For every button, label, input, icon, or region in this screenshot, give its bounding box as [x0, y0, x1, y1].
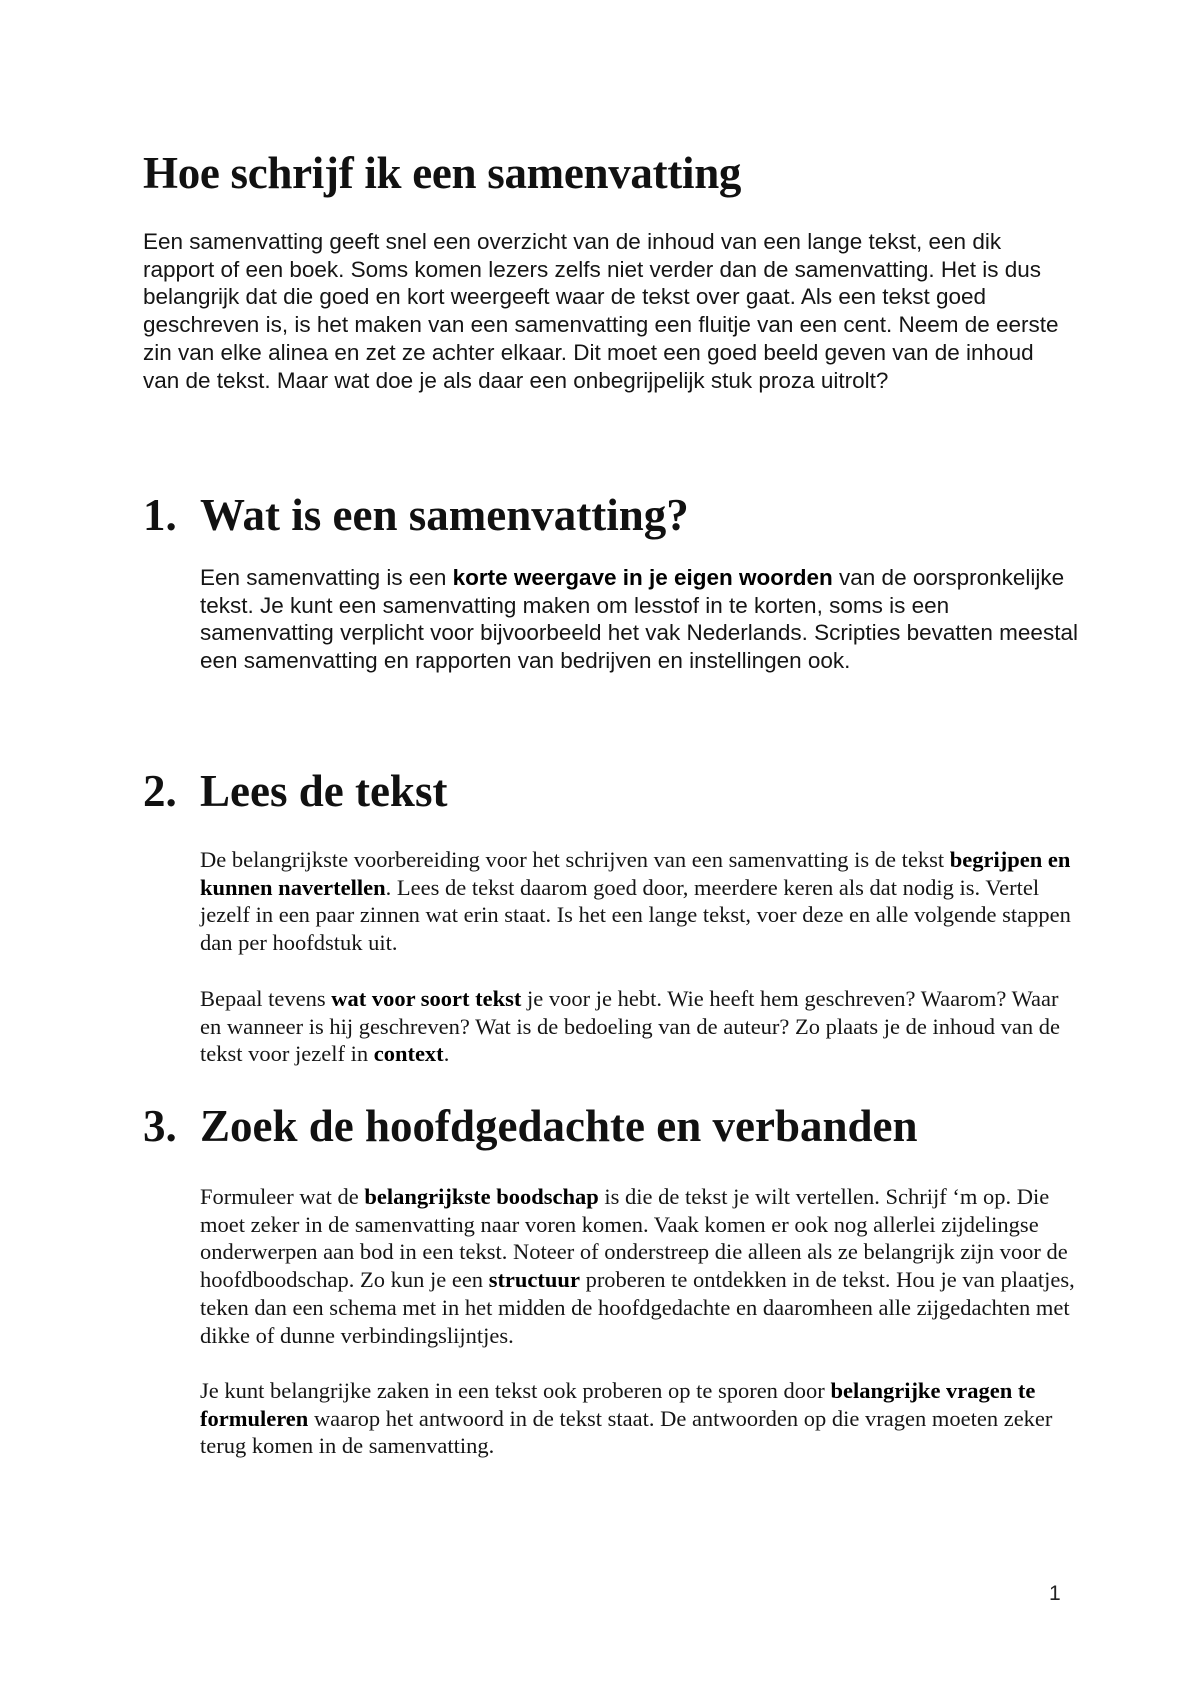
text-run: waarop het antwoord in de tekst staat. De antwoorden op die vragen moeten zeker terug komen in de samenvatting.: [200, 1405, 1053, 1459]
section-2-heading: [143, 764, 447, 818]
section-1-heading: [143, 488, 689, 542]
text-run: je voor je hebt. Wie heeft hem geschreven? Waarom? Waar en wanneer is hij geschreven? Wat is de bedoeling van de auteur? Zo plaats je de inhoud van de tekst voor jezelf in: [200, 986, 1060, 1067]
section-3-heading: [143, 1099, 918, 1153]
text-run: Een samenvatting is een: [200, 565, 453, 590]
page-number: 1: [1049, 1582, 1061, 1605]
section-3-paragraph-1: [200, 1183, 1080, 1349]
section-3-title: Zoek de hoofdgedachte en verbanden: [200, 1101, 918, 1151]
text-run: . Lees de tekst daarom goed door, meerdere keren als dat nodig is. Vertel jezelf in een paar zinnen wat erin staat. Is het een lange tekst, voer deze en alle volgende stappen dan per hoofdstuk uit.: [200, 874, 1071, 956]
section-1-number: 1.: [143, 490, 177, 540]
section-1-title: Wat is een samenvatting?: [200, 490, 689, 540]
section-2-paragraph-2: [200, 985, 1080, 1068]
section-2-number: 2.: [143, 766, 177, 816]
text-run: De belangrijkste voorbereiding voor het schrijven van een samenvatting is de tekst: [200, 847, 950, 872]
section-3-paragraph-2: [200, 1377, 1080, 1460]
section-2-paragraph-1: [200, 846, 1080, 957]
bold-term: structuur: [488, 1267, 580, 1293]
text-run: is die de tekst je wilt vertellen. Schrijf ‘m op. Die moet zeker in de samenvatting naar voren komen. Vaak komen er ook nog allerlei zijdelingse onderwerpen aan bod in een tekst. Noteer of onderstreep die alleen als ze belangrijk zijn voor de hoofdboodschap. Zo kun je een: [200, 1184, 1068, 1293]
page-title: Hoe schrijf ik een samenvatting: [143, 148, 742, 198]
section-2-title: Lees de tekst: [200, 766, 448, 816]
bold-term: belangrijkste boodschap: [364, 1184, 599, 1209]
intro-paragraph: Een samenvatting geeft snel een overzicht van de inhoud van een lange tekst, een dik rapport of een boek. Soms komen lezers zelfs niet verder dan de samenvatting. Het is dus belangrijk dat die goed en kort weergeeft waar de tekst over gaat. Als een tekst goed geschreven is, is het maken van een samenvatting een fluitje van een cent. Neem de eerste zin van elke alinea en zet ze achter elkaar. Dit moet een goed beeld geven van de inhoud van de tekst. Maar wat doe je als daar een onbegrijpelijk stuk proza uitrolt?: [143, 229, 1059, 393]
bold-term: korte weergave in je eigen woorden: [452, 565, 833, 590]
bold-term: context: [373, 1041, 444, 1067]
section-1-paragraph: [200, 564, 1080, 675]
bold-term: begrijpen en kunnen navertellen: [200, 847, 1071, 900]
text-run: proberen te ontdekken in de tekst. Hou je van plaatjes, teken dan een schema met in het midden de hoofdgedachte en daaromheen alle zijgedachten met dikke of dunne verbindingslijntjes.: [200, 1267, 1075, 1348]
text-run: Bepaal tevens: [200, 986, 332, 1011]
text-run: van de oorspronkelijke tekst. Je kunt een samenvatting maken om lesstof in te korten, soms is een samenvatting verplicht voor bijvoorbeeld het vak Nederlands. Scripties bevatten meestal een samenvatting en rapporten van bedrijven en instellingen ook.: [200, 565, 1078, 674]
bold-term: wat voor soort tekst: [331, 986, 522, 1011]
section-3-number: 3.: [143, 1101, 177, 1151]
bold-term: belangrijke vragen te formuleren: [200, 1378, 1036, 1431]
text-run: Formuleer wat de: [200, 1184, 365, 1209]
text-run: .: [443, 1041, 450, 1067]
text-run: Je kunt belangrijke zaken in een tekst ook proberen op te sporen door: [200, 1378, 831, 1403]
